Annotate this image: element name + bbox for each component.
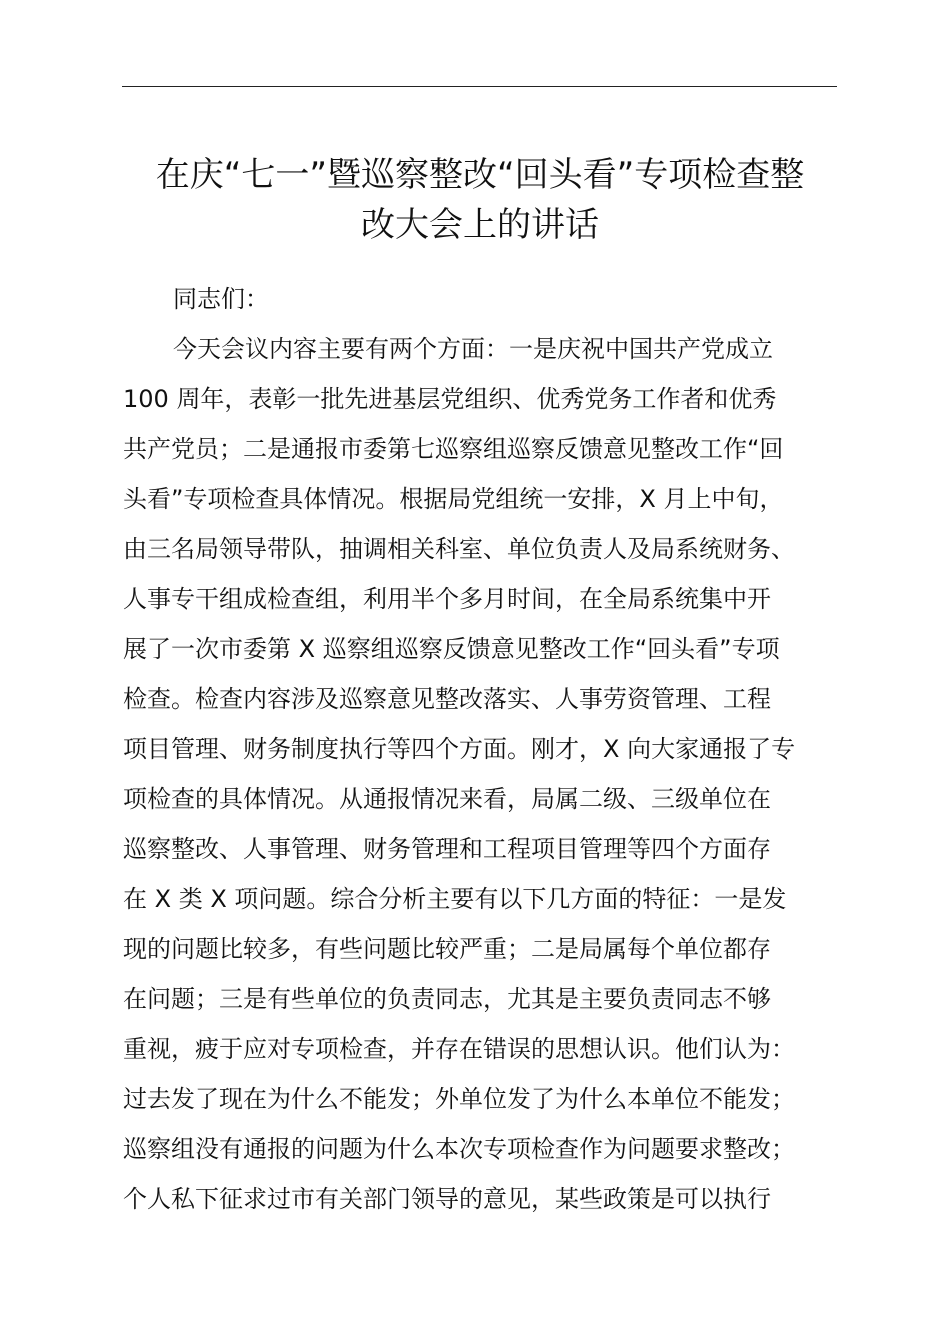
paragraph-line: 今天会议内容主要有两个方面：一是庆祝中国共产党成立 <box>173 335 773 363</box>
paragraph-line: 人事专干组成检查组，利用半个多月时间，在全局系统集中开 <box>123 585 771 613</box>
paragraph-line: 项检查的具体情况。从通报情况来看，局属二级、三级单位在 <box>123 785 771 813</box>
document-title <box>110 150 850 250</box>
paragraph-line: 项目管理、财务制度执行等四个方面。刚才，X 向大家通报了专 <box>123 735 796 763</box>
paragraph-line: 过去发了现在为什么不能发；外单位发了为什么本单位不能发； <box>123 1085 795 1113</box>
salutation: 同志们： <box>173 285 269 313</box>
paragraph-line: 重视，疲于应对专项检查，并存在错误的思想认识。他们认为： <box>123 1035 795 1063</box>
title-line: 在庆“七一”暨巡察整改“回头看”专项检查整 <box>155 155 805 195</box>
paragraph-line: 现的问题比较多，有些问题比较严重；二是局属每个单位都存 <box>123 935 771 963</box>
paragraph-line: 检查。检查内容涉及巡察意见整改落实、人事劳资管理、工程 <box>123 685 771 713</box>
paragraph-line: 共产党员；二是通报市委第七巡察组巡察反馈意见整改工作“回 <box>123 435 784 463</box>
header-rule <box>122 86 837 87</box>
paragraph-line: 巡察整改、人事管理、财务管理和工程项目管理等四个方面存 <box>123 835 771 863</box>
paragraph-line: 由三名局领导带队，抽调相关科室、单位负责人及局系统财务、 <box>123 535 795 563</box>
paragraph-line: 巡察组没有通报的问题为什么本次专项检查作为问题要求整改； <box>123 1135 795 1163</box>
paragraph-line: 在 X 类 X 项问题。综合分析主要有以下几方面的特征：一是发 <box>123 885 787 913</box>
title-line: 改大会上的讲话 <box>361 205 599 245</box>
paragraph-line: 展了一次市委第 X 巡察组巡察反馈意见整改工作“回头看”专项 <box>123 635 780 663</box>
paragraph-line: 在问题；三是有些单位的负责同志，尤其是主要负责同志不够 <box>123 985 771 1013</box>
paragraph-line: 100 周年，表彰一批先进基层党组织、优秀党务工作者和优秀 <box>123 385 777 413</box>
paragraph-line: 头看”专项检查具体情况。根据局党组统一安排，X 月上中旬， <box>123 485 784 513</box>
paragraph-line: 个人私下征求过市有关部门领导的意见，某些政策是可以执行 <box>123 1185 771 1213</box>
document-body <box>123 274 863 1224</box>
